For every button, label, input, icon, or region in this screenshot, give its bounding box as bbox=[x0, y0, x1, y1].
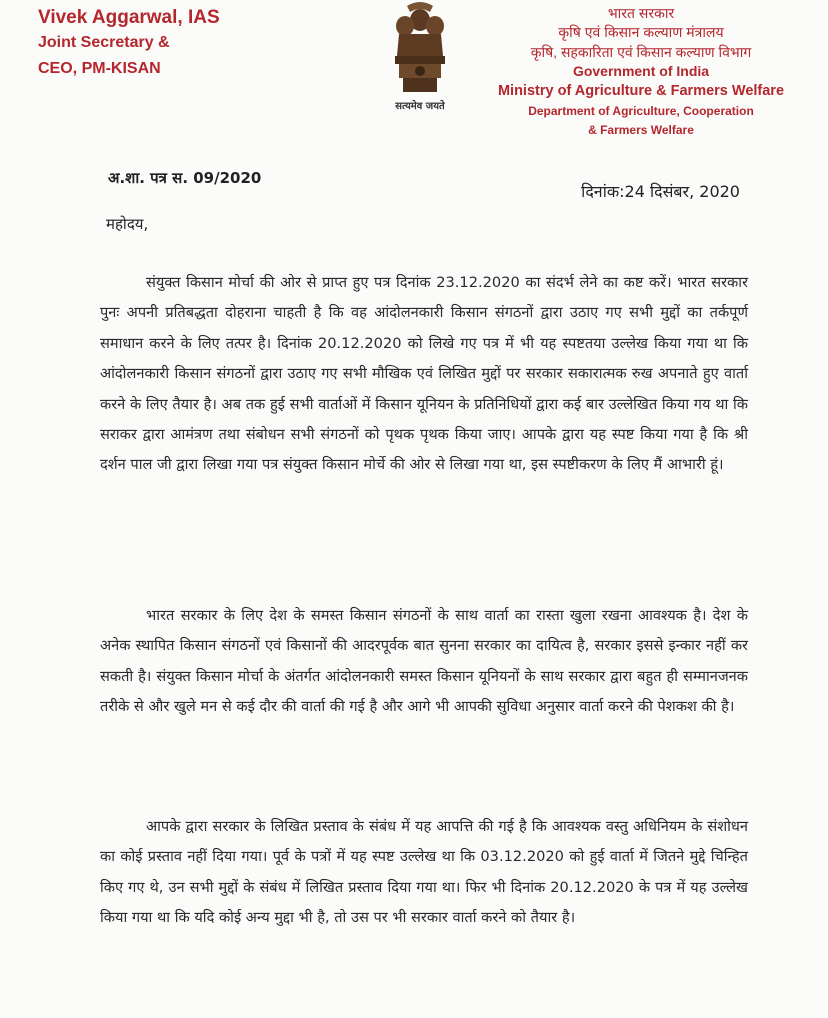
letter-reference: अ.शा. पत्र स. 09/2020 bbox=[108, 169, 262, 187]
sender-block bbox=[38, 6, 220, 82]
letter-paragraph-2 bbox=[100, 601, 748, 723]
govt-english-line2: Ministry of Agriculture & Farmers Welfare bbox=[497, 83, 785, 99]
govt-english-line1: Government of India bbox=[572, 63, 710, 79]
national-emblem-icon bbox=[381, 0, 459, 112]
letter-paragraph-1 bbox=[100, 268, 748, 481]
sender-name: Vivek Aggarwal, IAS bbox=[38, 7, 220, 28]
govt-english-line3: Department of Agriculture, Cooperation bbox=[528, 104, 754, 118]
letter-salutation: महोदय, bbox=[106, 215, 149, 233]
paragraph-1-text: संयुक्त किसान मोर्चा की ओर से प्राप्त हुए पत्र दिनांक 23.12.2020 का संदर्भ लेने का कष्ट करें। भारत सरकार पुनः अपनी प्रतिबद्धता दोहराना चाहती है कि वह आंदोलनकारी किसान संगठनों द्वारा उठाए गए सभी मुद्दों का तर्कपूर्ण समाधान करने के लिए तत्पर है। दिनांक 20.12.2020 को लिखे गए पत्र में भी यह स्पष्टतया उल्लेख किया गया था कि आंदोलनकारी किसान संगठनों द्वारा उठाए गए सभी मौखिक एवं लिखित मुद्दों पर सरकार सकारात्मक रुख अपनाते हुए वार्ता करने के लिए तैयार है। अब तक हुई सभी वार्ताओं में किसान यूनियन के प्रतिनिधियों द्वारा कई बार उल्लेखित किया गय था कि सराकर द्वारा आमंत्रण तथा संबोधन सभी संगठनों को पृथक पृथक किया जाए। आपके द्वारा यह स्पष्ट किया गया है कि श्री दर्शन पाल जी द्वारा लिखा गया पत्र संयुक्त किसान मोर्चे की ओर से लिखा गया था, इस स्पष्टीकरण के लिए मैं आभारी हूं। bbox=[100, 274, 748, 474]
emblem-motto: सत्यमेव जयते bbox=[395, 101, 445, 112]
govt-hindi-line1: भारत सरकार bbox=[607, 5, 675, 21]
government-letterhead bbox=[476, 4, 806, 140]
letter-paragraph-3 bbox=[100, 812, 748, 934]
paragraph-3-text: आपके द्वारा सरकार के लिखित प्रस्ताव के संबंध में यह आपत्ति की गई है कि आवश्यक वस्तु अधिनियम के संशोधन का कोई प्रस्ताव नहीं दिया गया। पूर्व के पत्रों में यह स्पष्ट उल्लेख था कि 03.12.2020 को हुई वार्ता में जितने मुद्दे चिन्हित किए गए थे, उन सभी मुद्दों के संबंध में लिखित प्रस्ताव दिया गया था। फिर भी दिनांक 20.12.2020 के पत्र में यह उल्लेख किया गया था कि यदि कोई अन्य मुद्दा भी है, तो उस पर भी सरकार वार्ता करने को तैयार है। bbox=[100, 818, 748, 927]
sender-title-line1: Joint Secretary & bbox=[38, 34, 170, 51]
paragraph-2-text: भारत सरकार के लिए देश के समस्त किसान संगठनों के साथ वार्ता का रास्ता खुला रखना आवश्यक है। देश के अनेक स्थापित किसान संगठनों एवं किसानों की आदरपूर्वक बात सुनना सरकार का दायित्व है, सरकार इससे इन्कार नहीं कर सकती है। संयुक्त किसान मोर्चा के अंतर्गत आंदोलनकारी समस्त किसान यूनियनों के साथ सरकार द्वारा बहुत ही सम्मानजनक तरीके से और खुले मन से कई दौर की वार्ता की गई है और आगे भी आपकी सुविधा अनुसार वार्ता करने की पेशकश की है। bbox=[100, 607, 748, 716]
govt-hindi-line2: कृषि एवं किसान कल्याण मंत्रालय bbox=[558, 24, 724, 40]
letter-date: दिनांक:24 दिसंबर, 2020 bbox=[581, 182, 740, 201]
govt-hindi-line3: कृषि, सहकारिता एवं किसान कल्याण विभाग bbox=[530, 44, 752, 60]
govt-english-line4: & Farmers Welfare bbox=[588, 123, 694, 137]
sender-title-line2: CEO, PM-KISAN bbox=[38, 60, 161, 77]
